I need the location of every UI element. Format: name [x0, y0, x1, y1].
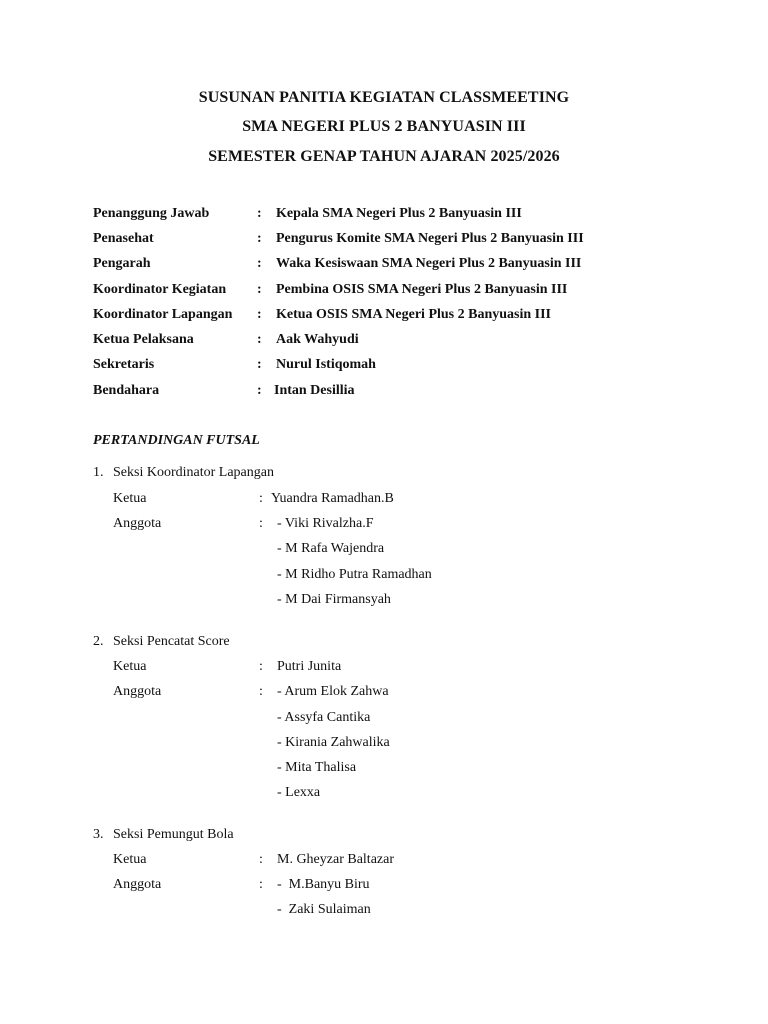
anggota-label: Anggota: [113, 516, 162, 531]
ketua-label: Ketua: [113, 852, 147, 867]
anggota-member: - Kirania Zahwalika: [277, 735, 390, 750]
anggota-member: - Arum Elok Zahwa: [277, 684, 389, 699]
anggota-member: - Viki Rivalzha.F: [277, 516, 374, 531]
committee-colon: :: [257, 307, 262, 322]
ketua-colon: :: [259, 491, 263, 506]
committee-role: Pengarah: [93, 256, 151, 271]
committee-role: Sekretaris: [93, 357, 155, 372]
anggota-member: - Zaki Sulaiman: [277, 902, 371, 917]
committee-name: Waka Kesiswaan SMA Negeri Plus 2 Banyuasin III: [276, 256, 582, 271]
committee-role: Penasehat: [93, 231, 154, 246]
committee-name: Aak Wahyudi: [276, 332, 359, 347]
committee-colon: :: [257, 332, 262, 347]
ketua-name: Putri Junita: [277, 659, 342, 674]
anggota-member: - M Dai Firmansyah: [277, 592, 391, 607]
ketua-colon: :: [259, 852, 263, 867]
committee-name: Intan Desillia: [274, 383, 355, 398]
ketua-name: M. Gheyzar Baltazar: [277, 852, 394, 867]
section-number: 3.: [93, 827, 104, 842]
committee-name: Ketua OSIS SMA Negeri Plus 2 Banyuasin III: [276, 307, 551, 322]
committee-role: Koordinator Kegiatan: [93, 282, 227, 297]
anggota-colon: :: [259, 877, 263, 892]
committee-role: Koordinator Lapangan: [93, 307, 233, 322]
section-title: Seksi Koordinator Lapangan: [113, 465, 274, 480]
ketua-colon: :: [259, 659, 263, 674]
committee-role: Penanggung Jawab: [93, 206, 210, 221]
committee-role: Ketua Pelaksana: [93, 332, 194, 347]
committee-colon: :: [257, 256, 262, 271]
anggota-label: Anggota: [113, 877, 162, 892]
ketua-label: Ketua: [113, 659, 147, 674]
section-heading: PERTANDINGAN FUTSAL: [93, 433, 260, 448]
section-number: 2.: [93, 634, 104, 649]
committee-name: Nurul Istiqomah: [276, 357, 376, 372]
committee-colon: :: [257, 282, 262, 297]
document-title: SUSUNAN PANITIA KEGIATAN CLASSMEETING: [198, 89, 570, 106]
committee-colon: :: [257, 383, 262, 398]
committee-colon: :: [257, 206, 262, 221]
anggota-member: - Lexxa: [277, 785, 321, 800]
ketua-name: Yuandra Ramadhan.B: [271, 491, 394, 506]
committee-colon: :: [257, 357, 262, 372]
anggota-member: - Assyfa Cantika: [277, 710, 371, 725]
anggota-label: Anggota: [113, 684, 162, 699]
anggota-colon: :: [259, 516, 263, 531]
committee-role: Bendahara: [93, 383, 160, 398]
section-title: Seksi Pencatat Score: [113, 634, 230, 649]
section-title: Seksi Pemungut Bola: [113, 827, 234, 842]
section-number: 1.: [93, 465, 104, 480]
committee-name: Pengurus Komite SMA Negeri Plus 2 Banyuasin III: [276, 231, 584, 246]
anggota-member: - M.Banyu Biru: [277, 877, 370, 892]
committee-name: Kepala SMA Negeri Plus 2 Banyuasin III: [276, 206, 522, 221]
anggota-member: - M Ridho Putra Ramadhan: [277, 567, 432, 582]
anggota-colon: :: [259, 684, 263, 699]
school-name: SMA NEGERI PLUS 2 BANYUASIN III: [242, 118, 526, 135]
committee-colon: :: [257, 231, 262, 246]
anggota-member: - Mita Thalisa: [277, 760, 357, 775]
ketua-label: Ketua: [113, 491, 147, 506]
committee-name: Pembina OSIS SMA Negeri Plus 2 Banyuasin III: [276, 282, 568, 297]
anggota-member: - M Rafa Wajendra: [277, 541, 385, 556]
semester-line: SEMESTER GENAP TAHUN AJARAN 2025/2026: [208, 148, 560, 165]
